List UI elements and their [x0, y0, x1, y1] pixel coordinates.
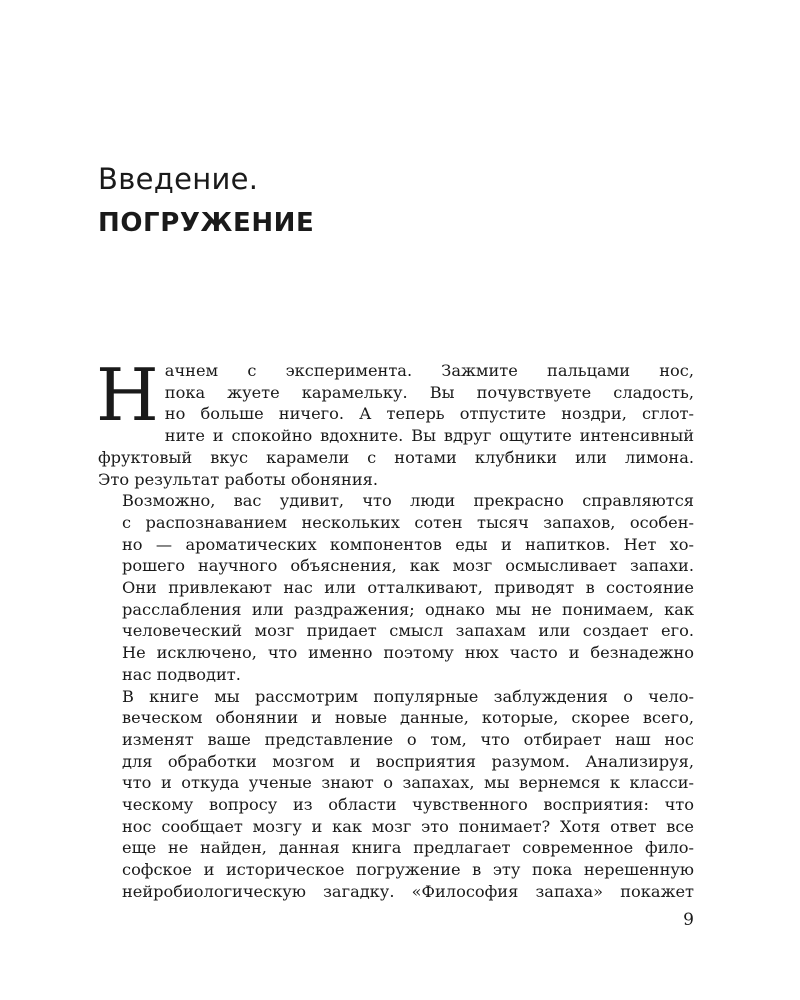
text-line: фруктовый вкус карамели с нотами клубники или лимона.: [98, 447, 694, 467]
text-line: еще не найден, данная книга предлагает современное фило-: [122, 838, 694, 858]
text-line: ачнем с эксперимента. Зажмите пальцами нос,: [164, 361, 694, 380]
text-line: ните и спокойно вдохните. Вы вдруг ощутите интенсивный: [164, 426, 694, 446]
page-number: 9: [683, 910, 694, 930]
text-line: софское и историческое погружение в эту пока нерешенную: [122, 860, 694, 880]
text-line: но больше ничего. А теперь отпустите ноздри, сглот-: [164, 404, 694, 424]
chapter-label: Введение.: [98, 162, 259, 196]
body-text: [96, 353, 694, 903]
text-line: но — ароматических компонентов еды и напитков. Нет хо-: [122, 534, 694, 554]
paragraph-3: [98, 686, 694, 903]
text-line: Они привлекают нас или отталкивают, приводят в состояние: [122, 578, 694, 598]
text-line: для обработки мозгом и восприятия разумом. Анализируя,: [122, 751, 694, 771]
text-line: изменят ваше представление о том, что отбирает наш нос: [122, 729, 694, 749]
paragraph-1: [96, 353, 694, 490]
paragraph-2: [98, 490, 694, 685]
text-line: что и откуда ученые знают о запахах, мы вернемся к класси-: [122, 773, 694, 793]
text-line: пока жуете карамельку. Вы почувствуете сладость,: [164, 382, 694, 402]
drop-cap: Н: [96, 353, 159, 437]
text-line: расслабления или раздражения; однако мы не понимаем, как: [122, 599, 694, 619]
text-line: человеческий мозг придает смысл запахам или создает его.: [122, 621, 694, 641]
text-line: веческом обонянии и новые данные, которые, скорее всего,: [122, 708, 694, 728]
text-line: Не исключено, что именно поэтому нюх часто и безнадежно: [122, 643, 694, 663]
text-line: Это результат работы обоняния.: [98, 469, 378, 489]
text-line: ческому вопросу из области чувственного восприятия: что: [122, 795, 694, 815]
text-line: нас подводит.: [122, 664, 241, 684]
text-line: нос сообщает мозгу и как мозг это понимает? Хотя ответ все: [122, 816, 694, 836]
chapter-title: ПОГРУЖЕНИЕ: [98, 208, 315, 238]
text-line: с распознаванием нескольких сотен тысяч запахов, особен-: [122, 512, 694, 532]
text-line: Возможно, вас удивит, что люди прекрасно справляются: [122, 491, 694, 511]
text-line: нейробиологическую загадку. «Философия запаха» покажет: [122, 881, 694, 901]
text-line: В книге мы рассмотрим популярные заблуждения о чело-: [122, 686, 694, 706]
text-line: рошего научного объяснения, как мозг осмысливает запахи.: [122, 556, 694, 576]
